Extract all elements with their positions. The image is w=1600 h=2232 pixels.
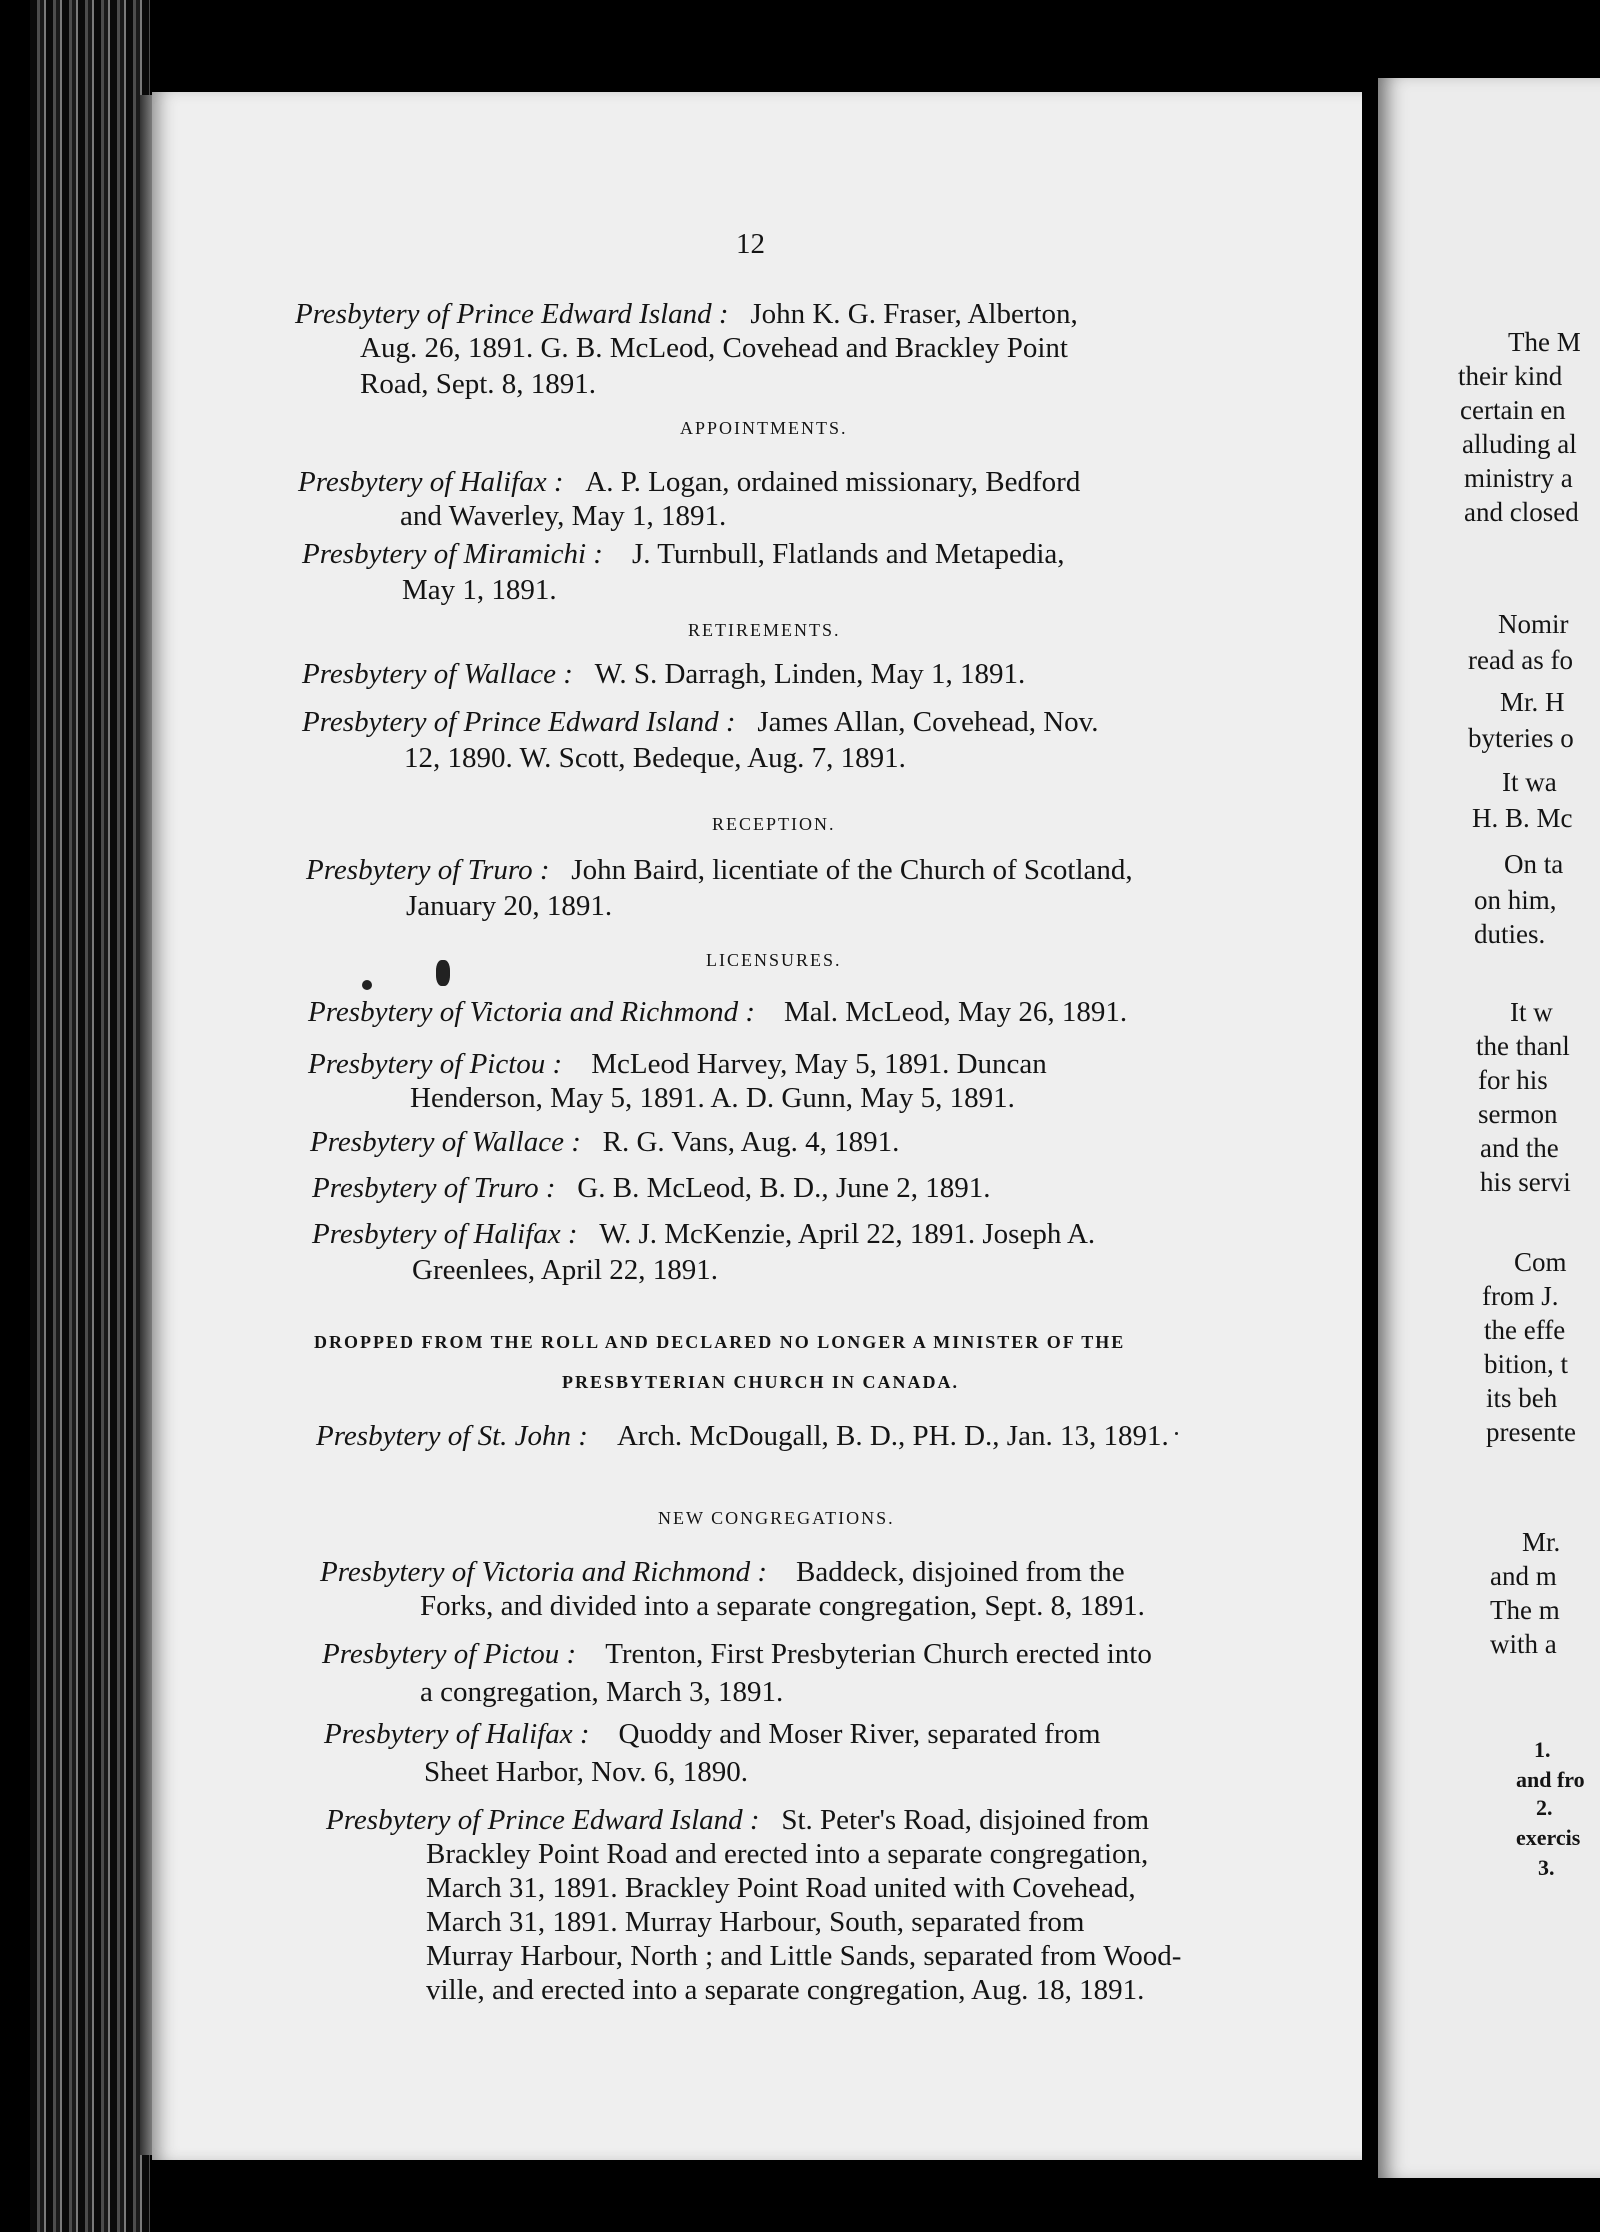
presbytery-label: Presbytery of St. John : [316,1420,588,1452]
section-heading-retirements: RETIREMENTS. [688,620,841,640]
entry-line [312,1216,1095,1252]
right-page-fragment: its beh [1486,1383,1558,1413]
entry-text: G. B. McLeod, B. D., June 2, 1891. [577,1172,991,1204]
entry-text: St. Peter's Road, disjoined from [781,1804,1150,1836]
entry-text: A. P. Logan, ordained missionary, Bedford [585,466,1081,498]
right-page-fragment: and m [1490,1561,1557,1591]
presbytery-label: Presbytery of Truro : [312,1172,556,1204]
entry-line [312,1170,991,1206]
entry-line [308,1046,1047,1082]
presbytery-label: Presbytery of Halifax : [298,466,564,498]
right-page-fragment: certain en [1460,395,1566,425]
entry-text: John Baird, licentiate of the Church of Scotland, [571,854,1133,886]
entry-line [302,656,1025,692]
right-page-fragment: and the [1480,1133,1559,1163]
presbytery-label: Presbytery of Prince Edward Island : [302,706,736,738]
right-page-fragment: read as fo [1468,645,1573,675]
entry-text: Trenton, First Presbyterian Church erected into [605,1638,1152,1670]
book-gutter [1362,0,1378,2232]
entry-line [302,536,1065,572]
page-number: 12 [736,228,765,260]
presbytery-label: Presbytery of Pictou : [322,1638,577,1670]
right-page-fragment: ministry a [1464,463,1573,493]
presbytery-label: Presbytery of Miramichi : [302,538,603,570]
right-page-fragment: On ta [1504,849,1564,879]
right-page-fragment: The m [1490,1595,1560,1625]
presbytery-label: Presbytery of Truro : [306,854,550,886]
entry-line [316,1418,1169,1454]
entry-text: McLeod Harvey, May 5, 1891. Duncan [591,1048,1047,1080]
entry-text: W. S. Darragh, Linden, May 1, 1891. [594,658,1026,690]
presbytery-label: Presbytery of Victoria and Richmond : [308,996,755,1028]
entry-line [302,704,1099,740]
entry-line: January 20, 1891. [406,890,613,922]
entry-text: James Allan, Covehead, Nov. [757,706,1099,738]
right-page-fragment: on him, [1474,885,1557,915]
presbytery-label: Presbytery of Halifax : [312,1218,578,1250]
entry-line [324,1716,1101,1752]
presbytery-label: Presbytery of Pictou : [308,1048,563,1080]
entry-line: ville, and erected into a separate congregation, Aug. 18, 1891. [426,1974,1145,2006]
presbytery-label: Presbytery of Wallace : [302,658,573,690]
right-page-fragment: Mr. [1522,1527,1561,1557]
entry-line: Greenlees, April 22, 1891. [412,1254,719,1286]
entry-text: Quoddy and Moser River, separated from [618,1718,1101,1750]
right-page-fragment: and fro [1516,1767,1585,1792]
entry-line: Sheet Harbor, Nov. 6, 1890. [424,1756,748,1788]
presbytery-label: Presbytery of Prince Edward Island : [295,298,729,330]
right-page-fragment: for his [1478,1065,1548,1095]
entry-text: Baddeck, disjoined from the [795,1556,1125,1588]
entry-line: May 1, 1891. [402,574,557,606]
section-heading-reception: RECEPTION. [712,814,836,834]
right-page-fragment: their kind [1458,361,1563,391]
entry-line [326,1802,1149,1838]
section-heading-licensures: LICENSURES. [706,950,842,970]
entry-line: Forks, and divided into a separate congregation, Sept. 8, 1891. [420,1590,1145,1622]
right-page-fragment: his servi [1480,1167,1571,1197]
entry-line [310,1124,899,1160]
entry-line: March 31, 1891. Murray Harbour, South, separated from [426,1906,1085,1938]
right-page-fragment: alluding al [1462,429,1577,459]
right-page-fragment: Com [1514,1247,1567,1277]
right-page-fragment: It w [1510,997,1553,1027]
entry-line: Aug. 26, 1891. G. B. McLeod, Covehead and Brackley Point [360,332,1068,364]
right-page-fragment: Mr. H [1500,687,1565,717]
presbytery-label: Presbytery of Halifax : [324,1718,590,1750]
right-page-fragment: from J. [1482,1281,1559,1311]
right-page-fragment: and closed [1464,497,1579,527]
entry-line [308,994,1127,1030]
right-page-fragment: bition, t [1484,1349,1569,1379]
section-heading-dropped: DROPPED FROM THE ROLL AND DECLARED NO LONGER A MINISTER OF THE [314,1332,1126,1352]
right-page-fragment: 1. [1534,1737,1551,1762]
presbytery-label: Presbytery of Victoria and Richmond : [320,1556,767,1588]
ink-speck [1175,1432,1178,1435]
right-page-fragment: H. B. Mc [1472,803,1573,833]
entry-line: 12, 1890. W. Scott, Bedeque, Aug. 7, 1891. [404,742,906,774]
entry-line: March 31, 1891. Brackley Point Road united with Covehead, [426,1872,1136,1904]
right-page-fragment: The M [1508,327,1581,357]
right-page-fragment: the thanl [1476,1031,1570,1061]
section-heading-new-congregations: NEW CONGREGATIONS. [658,1508,895,1528]
right-page [1378,78,1600,2178]
section-heading-dropped-line2: PRESBYTERIAN CHURCH IN CANADA. [562,1372,960,1392]
right-page-fragment: duties. [1474,919,1546,949]
entry-line: Brackley Point Road and erected into a separate congregation, [426,1838,1149,1870]
right-page-fragment: sermon [1478,1099,1558,1129]
entry-line: a congregation, March 3, 1891. [420,1676,784,1708]
right-page-fragment: byteries o [1468,723,1574,753]
entry-line [295,296,1078,332]
right-page-fragment: Nomir [1498,609,1569,639]
entry-text: John K. G. Fraser, Alberton, [750,298,1078,330]
entry-line: Henderson, May 5, 1891. A. D. Gunn, May 5, 1891. [410,1082,1015,1114]
ink-blot [436,960,450,986]
entry-line [322,1636,1152,1672]
right-page-fragment: 3. [1538,1855,1555,1880]
presbytery-label: Presbytery of Prince Edward Island : [326,1804,760,1836]
entry-text: R. G. Vans, Aug. 4, 1891. [602,1126,900,1158]
right-page-fragment: with a [1490,1629,1557,1659]
entry-line [306,852,1133,888]
right-page-fragment: the effe [1484,1315,1566,1345]
book-spine [30,0,150,2232]
entry-line [320,1554,1125,1590]
right-page-fragment: It wa [1502,767,1557,797]
right-page-fragment: presente [1486,1417,1576,1447]
entry-text: W. J. McKenzie, April 22, 1891. Joseph A. [599,1218,1096,1250]
entry-text: J. Turnbull, Flatlands and Metapedia, [631,538,1065,570]
entry-line: Murray Harbour, North ; and Little Sands, separated from Wood- [426,1940,1182,1972]
entry-text: Mal. McLeod, May 26, 1891. [783,996,1128,1028]
entry-line: and Waverley, May 1, 1891. [400,500,727,532]
section-heading-appointments: APPOINTMENTS. [680,418,848,438]
ink-speck [362,980,372,990]
entry-line [298,464,1080,500]
entry-text: Arch. McDougall, B. D., PH. D., Jan. 13, 1891. [616,1420,1169,1452]
entry-line: Road, Sept. 8, 1891. [360,368,597,400]
presbytery-label: Presbytery of Wallace : [310,1126,581,1158]
right-page-fragment: exercis [1516,1825,1581,1850]
right-page-fragment: 2. [1536,1795,1553,1820]
